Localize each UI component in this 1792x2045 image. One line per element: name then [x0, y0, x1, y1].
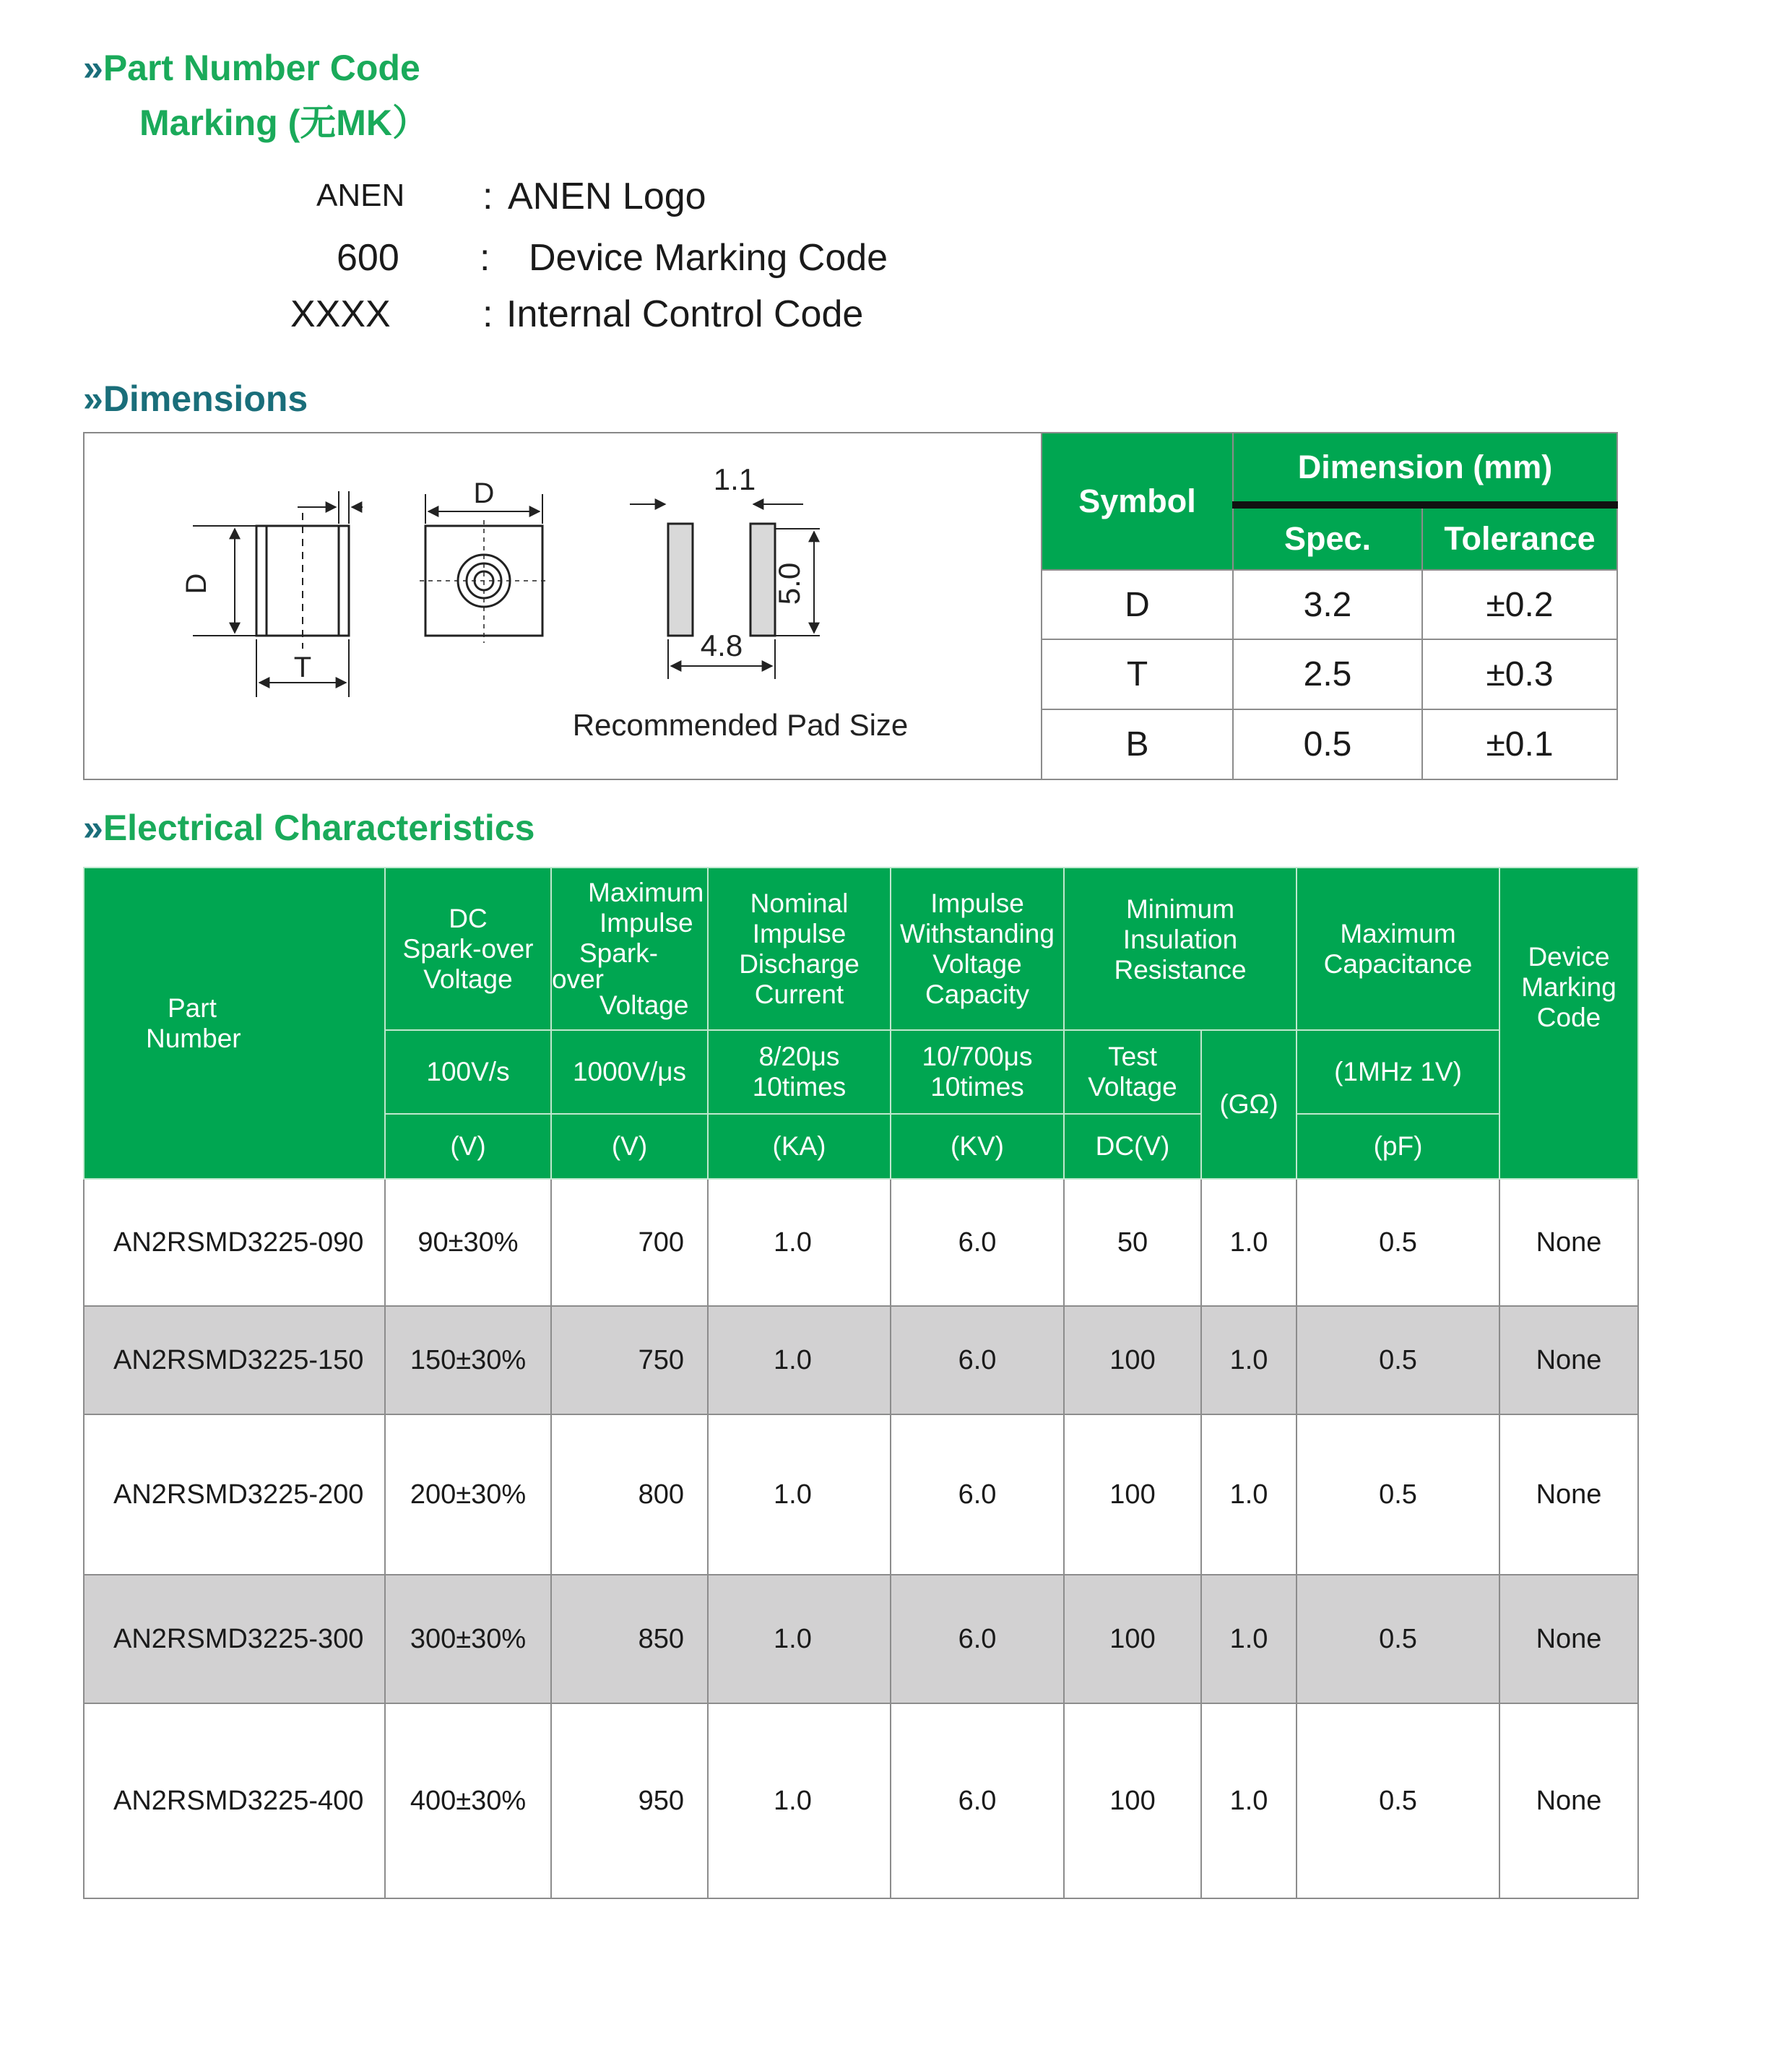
test-voltage: 100: [1064, 1575, 1201, 1703]
spec-header: Spec.: [1233, 505, 1422, 570]
unit-pf: (pF): [1297, 1114, 1499, 1179]
marking-desc-xxxx: Internal Control Code: [506, 293, 864, 335]
capacitance: 0.5: [1297, 1575, 1499, 1703]
part-number: AN2RSMD3225-200: [84, 1414, 385, 1575]
test-voltage: 100: [1064, 1414, 1201, 1575]
max-impulse: 700: [551, 1179, 708, 1306]
header-nominal-impulse: Nominal Impulse Discharge Current: [708, 868, 891, 1030]
device-marking: None: [1499, 1179, 1638, 1306]
insulation-resistance: 1.0: [1201, 1703, 1297, 1898]
marking-code-anen: ANEN: [316, 178, 405, 213]
dc-sparkover: 300±30%: [385, 1575, 551, 1703]
unit-v-impulse: (V): [551, 1114, 708, 1179]
nominal-current: 1.0: [708, 1703, 891, 1898]
chevron-icon: »: [83, 379, 103, 419]
unit-v-dc: (V): [385, 1114, 551, 1179]
withstand-capacity: 6.0: [891, 1179, 1064, 1306]
dimension-row: [1042, 570, 1617, 639]
table-row: [84, 1179, 1638, 1306]
dim-spec: 3.2: [1233, 570, 1422, 639]
insulation-resistance: 1.0: [1201, 1414, 1297, 1575]
dim-spec: 0.5: [1233, 709, 1422, 779]
marking-title-line1: Part Number Code: [103, 48, 420, 88]
max-impulse: 950: [551, 1703, 708, 1898]
capacitance: 0.5: [1297, 1703, 1499, 1898]
header-impulse-withstanding: Impulse Withstanding Voltage Capacity: [891, 868, 1064, 1030]
table-row: [84, 1575, 1638, 1703]
dc-sparkover: 400±30%: [385, 1703, 551, 1898]
dim-symbol: T: [1042, 639, 1233, 709]
header-dc-sparkover: DC Spark-over Voltage: [385, 868, 551, 1030]
test-voltage: 100: [1064, 1703, 1201, 1898]
top-view-drawing: [420, 494, 548, 643]
nominal-current: 1.0: [708, 1575, 891, 1703]
symbol-header: Symbol: [1042, 433, 1233, 570]
cond-dc: 100V/s: [385, 1030, 551, 1114]
capacitance: 0.5: [1297, 1414, 1499, 1575]
header-max-capacitance: Maximum Capacitance: [1297, 868, 1499, 1030]
marking-title-line2: Marking (无MK）: [139, 103, 428, 143]
unit-gohm: (GΩ): [1201, 1030, 1297, 1179]
capacitance: 0.5: [1297, 1179, 1499, 1306]
label-4-8: 4.8: [700, 628, 743, 662]
component-drawing: [85, 433, 1042, 780]
marking-section-title: [83, 47, 420, 89]
dim-symbol: D: [1042, 570, 1233, 639]
dim-spec: 2.5: [1233, 639, 1422, 709]
electrical-section-title: [83, 807, 534, 849]
electrical-characteristics-table: [83, 867, 1639, 1899]
dim-tolerance: ±0.1: [1422, 709, 1617, 779]
capacitance: 0.5: [1297, 1306, 1499, 1414]
dc-sparkover: 200±30%: [385, 1414, 551, 1575]
marking-desc-600: Device Marking Code: [529, 237, 888, 279]
header-min-insulation: Minimum Insulation Resistance: [1064, 868, 1297, 1030]
insulation-resistance: 1.0: [1201, 1179, 1297, 1306]
part-number: AN2RSMD3225-400: [84, 1703, 385, 1898]
table-row: [84, 1306, 1638, 1414]
dimension-mm-header: Dimension (mm): [1233, 433, 1617, 505]
dc-sparkover: 150±30%: [385, 1306, 551, 1414]
test-voltage: 100: [1064, 1306, 1201, 1414]
max-impulse: 850: [551, 1575, 708, 1703]
marking-sep-600: :: [480, 237, 490, 279]
device-marking: None: [1499, 1306, 1638, 1414]
part-number: AN2RSMD3225-090: [84, 1179, 385, 1306]
cond-withstand: 10/700μs 10times: [891, 1030, 1064, 1114]
marking-sep-xxxx: :: [482, 293, 493, 335]
unit-ka: (KA): [708, 1114, 891, 1179]
withstand-capacity: 6.0: [891, 1703, 1064, 1898]
marking-sep-anen: :: [482, 176, 493, 217]
tolerance-header: Tolerance: [1422, 505, 1617, 570]
electrical-title-word1: Electrical: [103, 808, 264, 848]
nominal-current: 1.0: [708, 1306, 891, 1414]
cond-capacitance: (1MHz 1V): [1297, 1030, 1499, 1114]
marking-code-600: 600: [337, 237, 399, 279]
device-marking: None: [1499, 1703, 1638, 1898]
part-number: AN2RSMD3225-300: [84, 1575, 385, 1703]
dim-tolerance: ±0.3: [1422, 639, 1617, 709]
electrical-title-word2: Characteristics: [274, 808, 535, 848]
chevron-icon: »: [83, 808, 103, 848]
pad-size-caption: Recommended Pad Size: [572, 708, 909, 742]
dimension-row: [1042, 639, 1617, 709]
unit-kv: (KV): [891, 1114, 1064, 1179]
dim-symbol: B: [1042, 709, 1233, 779]
dimension-table: [1041, 432, 1618, 780]
label-d-side: D: [181, 573, 212, 595]
nominal-current: 1.0: [708, 1179, 891, 1306]
marking-code-xxxx: XXXX: [290, 293, 391, 335]
device-marking: None: [1499, 1575, 1638, 1703]
chevron-icon: »: [83, 48, 103, 88]
header-max-impulse: Maximum Impulse Spark- over Voltage: [551, 868, 708, 1030]
insulation-resistance: 1.0: [1201, 1575, 1297, 1703]
table-row: [84, 1703, 1638, 1898]
cond-impulse: 1000V/μs: [551, 1030, 708, 1114]
unit-dcv: DC(V): [1064, 1114, 1201, 1179]
withstand-capacity: 6.0: [891, 1575, 1064, 1703]
dimensions-title: Dimensions: [103, 379, 308, 419]
marking-desc-anen: ANEN Logo: [508, 176, 706, 217]
label-d-top: D: [473, 477, 495, 509]
cond-nominal: 8/20μs 10times: [708, 1030, 891, 1114]
max-impulse: 750: [551, 1306, 708, 1414]
table-row: [84, 1414, 1638, 1575]
cond-test-voltage: Test Voltage: [1064, 1030, 1201, 1114]
label-5-0: 5.0: [772, 562, 806, 605]
header-device-marking: Device Marking Code: [1499, 868, 1638, 1179]
side-view-drawing: [193, 491, 363, 697]
dimension-drawing-box: [83, 432, 1042, 780]
test-voltage: 50: [1064, 1179, 1201, 1306]
max-impulse: 800: [551, 1414, 708, 1575]
label-t: T: [293, 652, 312, 683]
withstand-capacity: 6.0: [891, 1306, 1064, 1414]
dimension-row: [1042, 709, 1617, 779]
label-1-1: 1.1: [713, 462, 756, 496]
withstand-capacity: 6.0: [891, 1414, 1064, 1575]
insulation-resistance: 1.0: [1201, 1306, 1297, 1414]
nominal-current: 1.0: [708, 1414, 891, 1575]
header-part-number: Part Number: [84, 868, 385, 1179]
dc-sparkover: 90±30%: [385, 1179, 551, 1306]
part-number: AN2RSMD3225-150: [84, 1306, 385, 1414]
dimensions-section-title: [83, 378, 308, 420]
device-marking: None: [1499, 1414, 1638, 1575]
dim-tolerance: ±0.2: [1422, 570, 1617, 639]
